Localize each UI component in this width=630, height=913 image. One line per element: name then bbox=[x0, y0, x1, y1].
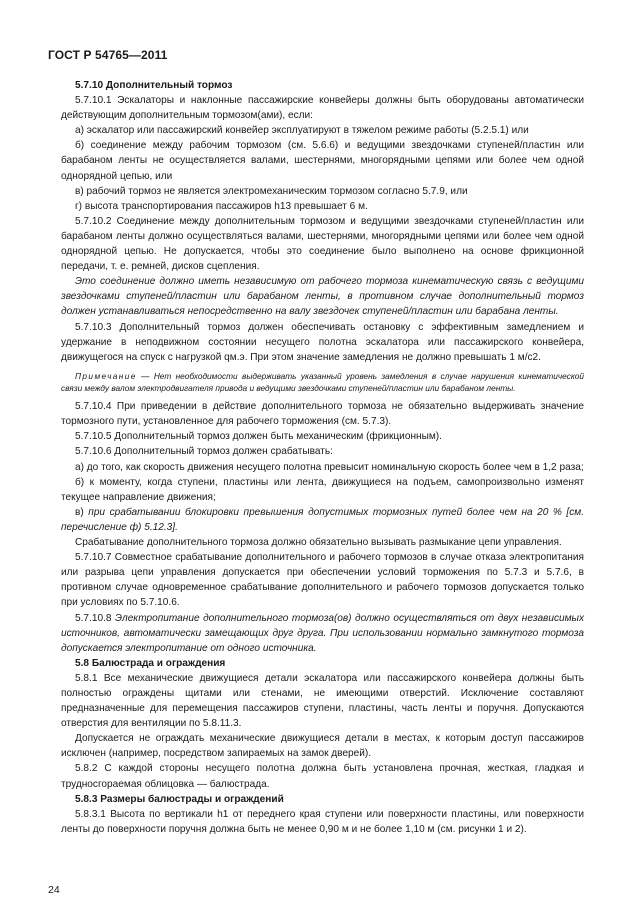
paragraph: 5.7.10.3 Дополнительный тормоз должен обеспечивать остановку с эффективным замедлением и удержание в неподвижном состоянии несущего полотна эскалатора или пассажирского конвейера, движущегося на спуск с нагрузкой qм.э. При этом значение замедления не должно превышать 1 м/с2. bbox=[61, 321, 584, 363]
list-item: б) к моменту, когда ступени, пластины или лента, движущиеся на подъем, самопроизвольно изменят текущее направление движения; bbox=[61, 476, 584, 503]
paragraph: 5.8.3.1 Высота по вертикали h1 от переднего края ступени или поверхности пластины, или поверхности ленты до поверхности поручня должна быть не менее 0,90 м и не более 1,10 м (см. рисунки 1 и 2). bbox=[61, 808, 584, 835]
document-header: ГОСТ Р 54765—2011 bbox=[48, 48, 168, 62]
paragraph bbox=[61, 611, 584, 656]
section-heading: 5.8.3 Размеры балюстрады и ограждений bbox=[75, 793, 284, 805]
clause-text: Электропитание дополнительного тормоза(ов) должно осуществляться от двух независимых источников, автоматически замещающих друг друга. При использовании нормально замкнутого тормоза допускается электропитание от одного источника. bbox=[61, 612, 584, 654]
paragraph: 5.7.10.2 Соединение между дополнительным тормозом и ведущими звездочками ступеней/пластин или барабаном ленты должно осуществляться валами, шестернями, многорядными цепями или более чем одной однорядной цепью. Не допускается, чтобы это соединение было выполнено на основе фрикционной передачи, т. е. ремней, дисков сцепления. bbox=[61, 215, 584, 273]
paragraph: Допускается не ограждать механические движущиеся детали в местах, к которым доступ пассажиров исключен (например, посредством запираемых на замок дверей). bbox=[61, 733, 584, 760]
list-item bbox=[61, 505, 584, 535]
paragraph: 5.7.10.1 Эскалаторы и наклонные пассажирские конвейеры должны быть оборудованы автоматически действующим дополнительным тормозом(ами), если: bbox=[61, 95, 584, 122]
paragraph: Срабатывание дополнительного тормоза должно обязательно вызывать размыкание цепи управления. bbox=[75, 537, 562, 549]
paragraph: 5.8.1 Все механические движущиеся детали эскалатора или пассажирского конвейера должны быть полностью ограждены щитами или стенами, не имеющими отверстий. Исключение составляют предназначенные для перемещения пассажиров ступени, пластины, часть ленты и поручня. Допускаются отверстия для вентиляции по 5.8.11.3. bbox=[61, 672, 584, 730]
paragraph: 5.7.10.5 Дополнительный тормоз должен быть механическим (фрикционным). bbox=[75, 431, 442, 443]
list-item: а) эскалатор или пассажирский конвейер эксплуатируют в тяжелом режиме работы (5.2.5.1) или bbox=[75, 125, 529, 137]
paragraph: 5.7.10.4 При приведении в действие дополнительного тормоза не обязательно выдерживать значение тормозного пути, установленное для рабочего торможения (см. 5.7.3). bbox=[61, 401, 584, 428]
list-item: в) рабочий тормоз не является электромеханическим тормозом согласно 5.7.9, или bbox=[75, 185, 468, 197]
list-item: б) соединение между рабочим тормозом (см. 5.6.6) и ведущими звездочками ступеней/пластин или барабаном ленты не осуществляется валами, шестернями, многорядными цепями или более чем одной однорядной цепью, или bbox=[61, 140, 584, 182]
section-heading: 5.8 Балюстрада и ограждения bbox=[75, 657, 226, 669]
section-heading: 5.7.10 Дополнительный тормоз bbox=[75, 80, 233, 91]
list-item: г) высота транспортирования пассажиров h13 превышает 6 м. bbox=[75, 200, 368, 212]
note bbox=[61, 370, 584, 394]
list-item-marker: в) bbox=[75, 506, 89, 518]
paragraph: 5.8.2 С каждой стороны несущего полотна должна быть установлена прочная, жесткая, гладкая и трудносгораемая облицовка — балюстрада. bbox=[61, 763, 584, 790]
paragraph: 5.7.10.6 Дополнительный тормоз должен срабатывать: bbox=[75, 446, 333, 458]
paragraph-italic: Это соединение должно иметь независимую от рабочего тормоза кинематическую связь с ведущими звездочками ступеней/пластин или барабаном ленты, в противном случае дополнительный тормоз должен устанавливаться непосредственно на валу звездочек ступеней/пластин или барабана ленты. bbox=[61, 276, 584, 318]
paragraph: 5.7.10.7 Совместное срабатывание дополнительного и рабочего тормозов в случае отказа электропитания или разрыва цепи управления допускается при обеспечении условий торможения по 5.7.3 и 5.7.6, в противном случае одновременное срабатывание дополнительного и рабочего тормозов допускается только при условиях по 5.7.10.6. bbox=[61, 552, 584, 609]
note-text: — Нет необходимости выдерживать указанный уровень замедления в случае нарушения кинематической связи между валом электродвигателя привода и ведущими звездочками ступеней/пластин или барабаном ленты. bbox=[61, 370, 584, 393]
list-item: а) до того, как скорость движения несущего полотна превысит номинальную скорость более чем в 1,2 раза; bbox=[75, 461, 584, 473]
clause-number: 5.7.10.8 bbox=[75, 612, 115, 624]
list-item-text: при срабатывании блокировки превышения допустимых тормозных путей более чем на 20 % [см. перечисление ф) 5.12.3]. bbox=[61, 506, 584, 533]
note-label: Примечание bbox=[75, 370, 137, 381]
page-number: 24 bbox=[48, 884, 60, 896]
document-body bbox=[61, 78, 584, 837]
